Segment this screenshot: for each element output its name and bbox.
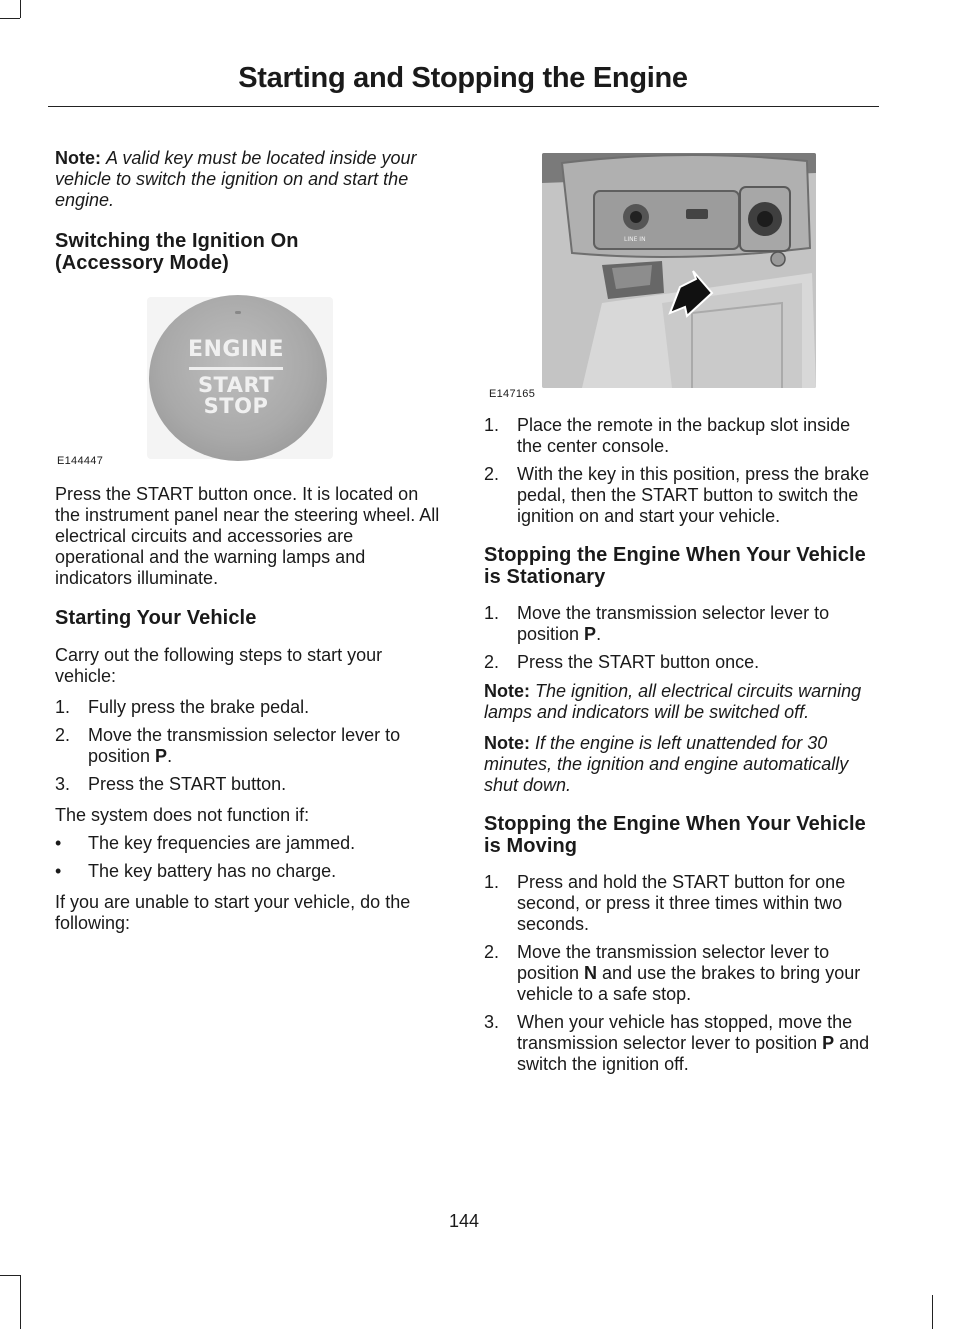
figure-code: E147165 [489, 388, 536, 400]
note-text: A valid key must be located inside your vehicle to switch the ignition on and start the engine. [55, 148, 417, 210]
section-heading-accessory-mode: Switching the Ignition On (Accessory Mode) [55, 230, 299, 274]
list-item: 1. Move the transmission selector lever to position P. [484, 603, 830, 644]
section-heading-moving: Stopping the Engine When Your Vehicle is Moving [484, 813, 866, 857]
note-label: Note: [55, 148, 101, 168]
crop-mark [932, 1295, 933, 1329]
crop-mark [0, 1275, 20, 1276]
button-text-start: START [197, 373, 275, 397]
section-heading-stationary: Stopping the Engine When Your Vehicle is Stationary [484, 544, 866, 588]
console-illustration [542, 153, 816, 388]
paragraph-unable-to-start: If you are unable to start your vehicle, do the following: [55, 892, 411, 933]
left-column [55, 148, 447, 934]
list-item: 2. Move the transmission selector lever to position N and use the brakes to bring your vehicle to a safe stop. [484, 942, 861, 1004]
svg-text:LINE IN: LINE IN [624, 236, 646, 243]
list-item: 3. Press the START button. [55, 774, 287, 794]
engine-start-stop-button-image [147, 297, 333, 459]
list-item: 2. With the key in this position, press the brake pedal, then the START button to switch the ignition on and start your vehicle. [484, 464, 870, 526]
crop-mark [0, 18, 20, 19]
button-text-engine: ENGINE [187, 337, 285, 362]
moving-steps [484, 872, 876, 1075]
note-unattended: Note: If the engine is left unattended for 30 minutes, the ignition and engine automatically shut down. [484, 733, 849, 795]
condition-bullets [55, 833, 447, 882]
section-heading-starting: Starting Your Vehicle [55, 607, 257, 629]
page-title: Starting and Stopping the Engine [238, 62, 688, 94]
paragraph-not-function: The system does not function if: [55, 805, 310, 825]
paragraph-steps-intro: Carry out the following steps to start your vehicle: [55, 645, 383, 686]
page-number: 144 [448, 1211, 480, 1231]
list-item: 1. Place the remote in the backup slot inside the center console. [484, 415, 851, 456]
list-item: 1. Press and hold the START button for one second, or press it three times within two seconds. [484, 872, 846, 934]
right-column [484, 150, 876, 1075]
button-text-stop: STOP [203, 394, 269, 418]
title-rule [48, 106, 879, 107]
list-item: • The key battery has no charge. [55, 861, 337, 881]
center-console-image [542, 153, 816, 388]
crop-mark [20, 0, 21, 18]
backup-slot-steps [484, 415, 876, 527]
list-item: 2. Press the START button once. [484, 652, 760, 672]
note [55, 148, 447, 211]
stationary-steps [484, 603, 876, 673]
note-ignition-off: Note: The ignition, all electrical circuits warning lamps and indicators will be switched off. [484, 681, 862, 722]
list-item: 2. Move the transmission selector lever to position P. [55, 725, 401, 766]
indicator-dot [235, 311, 241, 314]
figure-center-console [484, 150, 876, 404]
list-item: 3. When your vehicle has stopped, move the transmission selector lever to position P and switch the ignition off. [484, 1012, 870, 1074]
start-steps-list [55, 697, 447, 795]
crop-mark [20, 1275, 21, 1329]
list-item: 1. Fully press the brake pedal. [55, 697, 310, 717]
figure-engine-start-stop [55, 297, 447, 467]
list-item: • The key frequencies are jammed. [55, 833, 356, 853]
paragraph-press-start: Press the START button once. It is located on the instrument panel near the steering wheel. All electrical circuits and accessories are operational and the warning lamps and indicators illuminate. [55, 484, 440, 588]
button-divider [189, 367, 283, 370]
figure-code: E144447 [57, 455, 104, 467]
